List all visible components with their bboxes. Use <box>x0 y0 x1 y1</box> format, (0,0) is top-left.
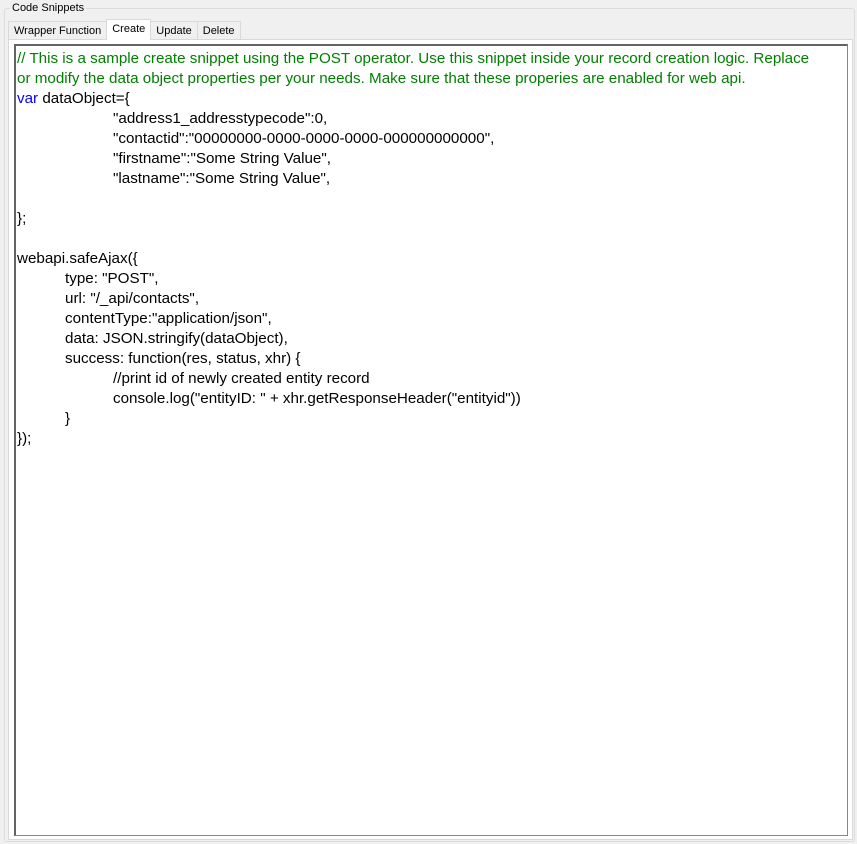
code-text-segment: //print id of newly created entity record <box>113 370 370 387</box>
code-text-segment: type: "POST", <box>65 270 159 287</box>
code-line <box>17 149 847 169</box>
code-line <box>17 89 847 109</box>
code-line <box>17 409 847 429</box>
code-text-segment: "address1_addresstypecode":0, <box>113 110 328 127</box>
tab-delete[interactable]: Delete <box>197 21 241 39</box>
code-editor[interactable] <box>14 44 848 836</box>
code-text-segment: dataObject={ <box>38 90 130 107</box>
code-line <box>17 289 847 309</box>
code-line <box>17 309 847 329</box>
code-text-segment: data: JSON.stringify(dataObject), <box>65 330 288 347</box>
code-text-segment: console.log("entityID: " + xhr.getResponseHeader("entityid")) <box>113 390 521 407</box>
code-blank-line <box>17 189 847 209</box>
code-line <box>17 169 847 189</box>
create-tab-panel <box>8 39 853 840</box>
code-line <box>17 329 847 349</box>
groupbox-title: Code Snippets <box>12 2 85 14</box>
code-text-segment: "contactid":"00000000-0000-0000-0000-000000000000", <box>113 130 495 147</box>
code-line <box>17 389 847 409</box>
code-line <box>17 109 847 129</box>
code-line: }); <box>17 430 32 447</box>
snippet-tabs <box>8 19 240 39</box>
code-line <box>17 349 847 369</box>
code-line <box>17 129 847 149</box>
tab-update[interactable]: Update <box>150 21 197 39</box>
code-text-segment: contentType:"application/json", <box>65 310 272 327</box>
code-text-segment: "lastname":"Some String Value", <box>113 170 331 187</box>
code-blank-line <box>17 229 847 249</box>
code-line <box>17 269 847 289</box>
code-line: }; <box>17 210 27 227</box>
tab-wrapper-function[interactable]: Wrapper Function <box>8 21 107 39</box>
code-text-segment: url: "/_api/contacts", <box>65 290 200 307</box>
code-line <box>17 369 847 389</box>
code-comment-line: or modify the data object properties per your needs. Make sure that these properies are enabled for web api. <box>17 70 746 87</box>
code-text[interactable] <box>16 46 847 449</box>
code-comment-line: // This is a sample create snippet using the POST operator. Use this snippet inside your record creation logic. Replace <box>17 50 810 67</box>
code-text-segment: "firstname":"Some String Value", <box>113 150 331 167</box>
code-line: webapi.safeAjax({ <box>17 250 138 267</box>
code-text-segment: success: function(res, status, xhr) { <box>65 350 301 367</box>
code-text-segment: } <box>65 410 71 427</box>
tab-create[interactable]: Create <box>106 19 151 40</box>
code-keyword: var <box>17 90 39 107</box>
